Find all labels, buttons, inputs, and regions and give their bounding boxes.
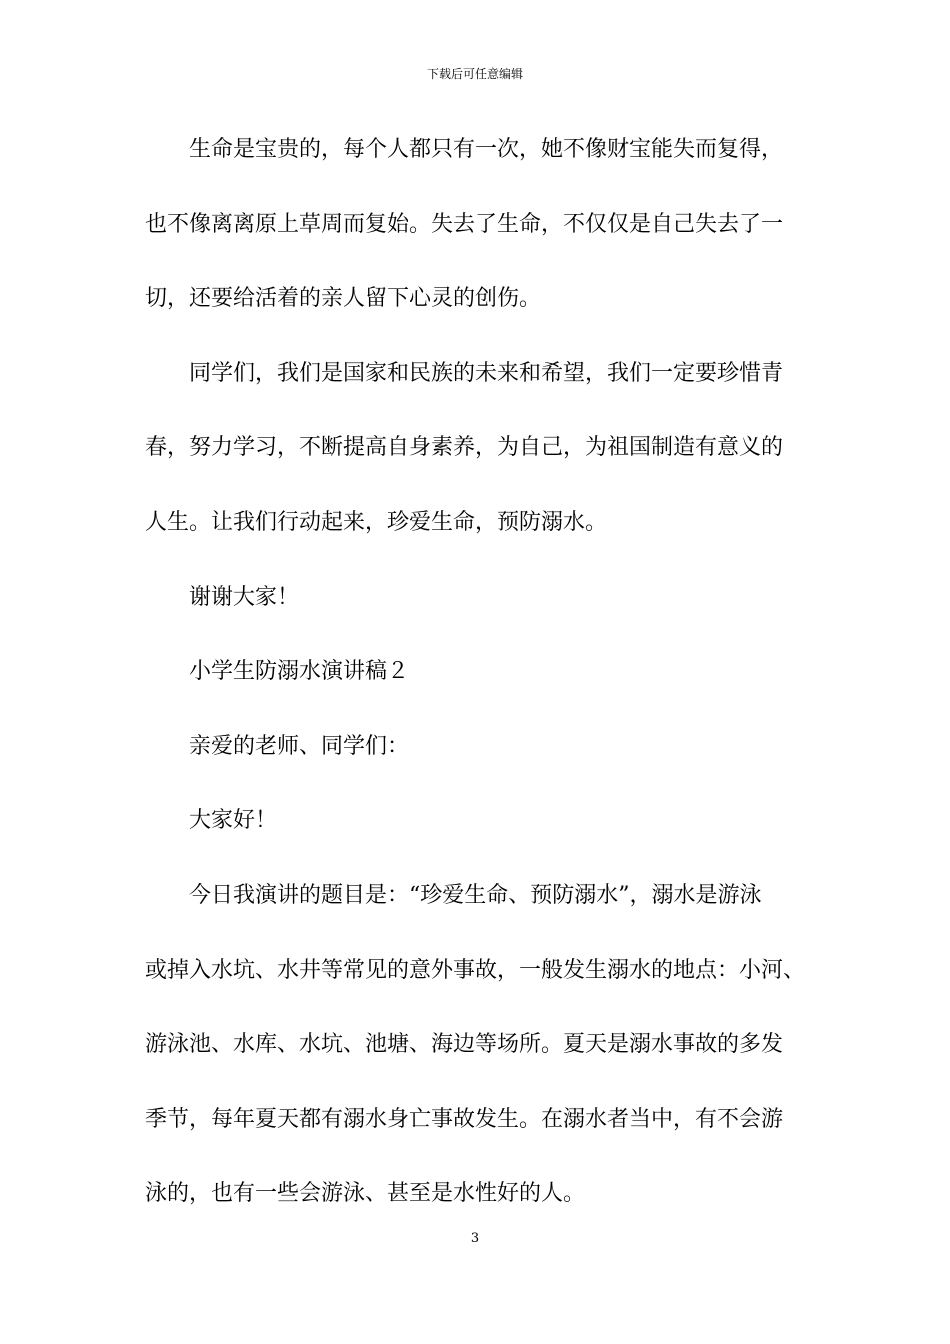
paragraph-line: 游泳池、水库、水坑、池塘、海边等场所。夏天是溺水事故的多发 <box>145 1032 784 1057</box>
paragraph-line: 也不像离离原上草周而复始。失去了生命，不仅仅是自己失去了一 <box>145 212 784 237</box>
salutation: 亲爱的老师、同学们： <box>189 734 410 759</box>
paragraph-line: 生命是宝贵的，每个人都只有一次，她不像财宝能失而复得， <box>189 137 784 162</box>
paragraph-line: 春，努力学习，不断提高自身素养，为自己，为祖国制造有意义的 <box>145 435 784 460</box>
page-header: 下载后可任意编辑 <box>426 67 523 81</box>
page-number: 3 <box>470 1231 480 1246</box>
paragraph-line: 或掉入水坑、水井等常见的意外事故，一般发生溺水的地点：小河、 <box>145 958 806 983</box>
paragraph-line: 泳的，也有一些会游泳、甚至是水性好的人。 <box>145 1181 586 1206</box>
paragraph-line: 季节，每年夏天都有溺水身亡事故发生。在溺水者当中，有不会游 <box>145 1107 784 1132</box>
paragraph-line: 同学们，我们是国家和民族的未来和希望，我们一定要珍惜青 <box>189 361 784 386</box>
paragraph-line: 切，还要给活着的亲人留下心灵的创伤。 <box>145 286 542 311</box>
paragraph-line: 今日我演讲的题目是：“珍爱生命、预防溺水”，溺水是游泳 <box>189 883 762 908</box>
closing-line: 谢谢大家！ <box>189 585 300 610</box>
paragraph-line: 人生。让我们行动起来，珍爱生命，预防溺水。 <box>145 510 608 535</box>
section-title: 小学生防溺水演讲稿２ <box>189 659 410 684</box>
greeting: 大家好！ <box>189 808 278 833</box>
